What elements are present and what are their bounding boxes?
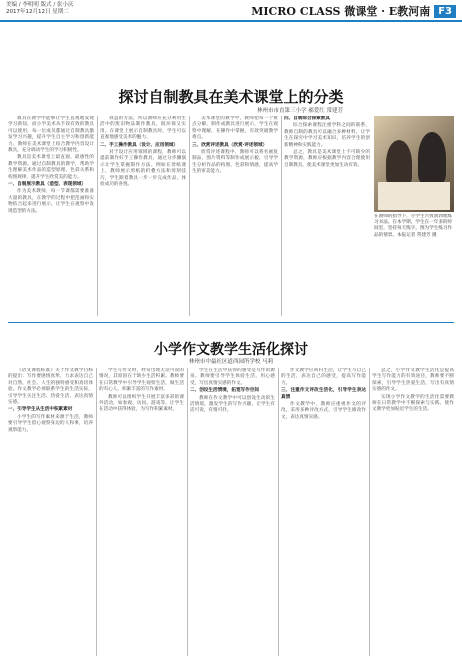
paragraph: 总之，教具是美术课堂上不可缺少的教学资源，教师应根据教学内容合理使用自制教具，使美术课堂更加生动有效。 [284,150,370,168]
column-divider [278,368,279,656]
subheading: 一、引导学生从生活中积累素材 [8,407,73,413]
paragraph: 学生在生活中获得的感受是写作的源泉。教师要引导学生体验生活，用心感受，写出真情实感的作文。 [190,368,275,386]
paragraph: 教具在教学中能够让学生直观地发现学习新知，而小学美术从手段有效的教具可以使用，每一位成员都通过自制教具激发学习兴趣，提升学生自主学习和创新能力。教师在美术课堂上结合教学内容设计教具，充分调动学生的学习积极性。 [8,116,94,154]
article2-title: 小学作文教学生活化探讨 [154,342,308,358]
column-divider [96,368,97,656]
article2-column-4 [281,368,366,656]
article1-column-1 [8,116,94,316]
article2-column-1 [8,368,93,656]
article2-column-2 [99,368,184,656]
article2-column-3 [190,368,275,656]
article1-column-3 [192,116,278,316]
subheading: 三、注重作文评改生活化，引导学生表达真情 [281,388,366,400]
article2-byline: 林州市中最社区道西园所学校 马莉 [188,359,274,365]
photo-caption: 在教师的指导下，小学生兴致勃勃地练习书法。在本学期，学生在一年多的时间里，坚持每天练字。图为学生练习作品的情景。本报记者 常建芳 摄 [374,214,453,238]
column-divider [187,368,188,656]
header-rule [0,20,462,22]
subheading: 一、自制展示教具（造型、表现领域） [8,182,87,188]
paragraph: 教师可以组织学生开展丰富多彩的课外活动，如参观、访问、游戏等，让学生在活动中获得体验，为写作积累素材。 [99,394,184,413]
paragraph: 实现小学作文教学的生活化需要教师在日常教学中不断探索与实践，使作文教学更加贴近学生的生活。 [372,394,454,413]
paragraph: 小学生的写作素材来源于生活，教师要引导学生留心观察身边的人和事，培养观察能力。 [8,414,93,433]
paragraph: 作文教学应回归生活，让学生写自己的生活，表达自己的感受，提高写作能力。 [281,368,366,386]
paragraph: 总之，小学作文教学生活化是提高学生写作能力的有效途径，教师要不断探索，引导学生热爱生活，写出有真情实感的作文。 [372,368,454,393]
column-divider [189,116,190,316]
subheading: 四、自制综合探索教具 [284,116,330,121]
paragraph: 教具是美术课堂上最直观、最感性的教学资源。通过自制教具的教学，帮助学生理解美术作品的造型原理、色彩关系和构图规律，提升学生欣赏美的能力。 [8,155,94,180]
paragraph: 效益的方法，所以教师应充分利用生活中的废旧物品制作教具，既环保又实用。在课堂上展示自制教具时，学生可以直观地感受美术的魅力。 [100,116,186,141]
subheading: 二、手工操作教具（设计、应用领域） [100,142,179,148]
paragraph: 对于设计应用领域的课程，教师可以提前制作好手工操作教具，通过分步骤演示让学生掌握制作方法。例如在剪纸课上，教师展示剪纸的折叠方法和剪刻技巧，学生跟着教具一步一步完成作品，体验成功的喜悦。 [100,150,186,188]
header-right [251,3,456,19]
editor-line: 美编 / 李明明 版式 / 张小庆 [6,2,74,8]
paragraph: 综合探索课程注重学科之间的联系，教师自制的教具可以融合多种材料，让学生在探究中学习美术知识，培养学生的创新精神和实践能力。 [284,123,370,148]
page-number-badge: F3 [434,5,456,18]
article1-title: 探讨自制教具在美术课堂上的分类 [118,88,344,106]
column-divider [97,116,98,316]
paragraph: 《语文课程标准》关于作文教学目标的提出：写作要感情真挚，力求表达自己对自然、社会、人生的独特感受和真切体验。作文教学必须联系学生的生活实际，引导学生关注生活、热爱生活、表达真情实感。 [8,368,93,406]
paragraph: 作文教学中，教师应重视作文的评改，采用多种评改方式，引导学生修改作文，表达真情实感。 [281,402,366,420]
column-divider [281,116,282,316]
date-line: 2017年12月12日 星期二 [6,9,69,15]
paragraph: 学生写作文时，经常出现无话可说的情况，其原因在于缺少生活积累。教师要在日常教学中引导学生观察生活，做生活的有心人，积累丰富的写作素材。 [99,368,184,393]
subheading: 二、创设生活情境，拓宽写作空间 [190,388,259,394]
article2-column-5 [372,368,454,656]
article1-column-2 [100,116,186,316]
article-divider [8,322,454,323]
article1-column-4 [284,116,370,316]
column-divider [369,368,370,656]
calligraphy-photo [374,116,454,212]
section-title: MICRO CLASS 微课堂 · E教河南 [251,5,431,18]
paragraph: 教师在作文教学中可以创设生动的生活情境，激发学生的写作兴趣，让学生有话可说，有情可抒。 [190,395,275,414]
paragraph: 美术课堂的教学中，教师把每一个难点分解，制作成教具进行展示，学生在观察中理解，在操作中掌握，有效突破教学难点。 [192,116,278,141]
paragraph: 欣赏评述课程中，教师可以将名画复制品、图片资料等制作成展示板，引导学生分析作品的构图、色彩和情感，提高学生的审美能力。 [192,150,278,175]
page-header [0,0,462,22]
subheading: 三、欣赏评述教具（欣赏·评述领域） [192,142,268,148]
article1-byline: 林州市市直第三小学 郝爱红 常建芳 [257,108,343,114]
paragraph: 作为美术教师，每一节课都需要准备大量的教具，在教学的过程中把范画和实物结合起来进行展示，让学生在观察中发现造型的方法。 [8,189,94,214]
header-meta [6,2,156,16]
